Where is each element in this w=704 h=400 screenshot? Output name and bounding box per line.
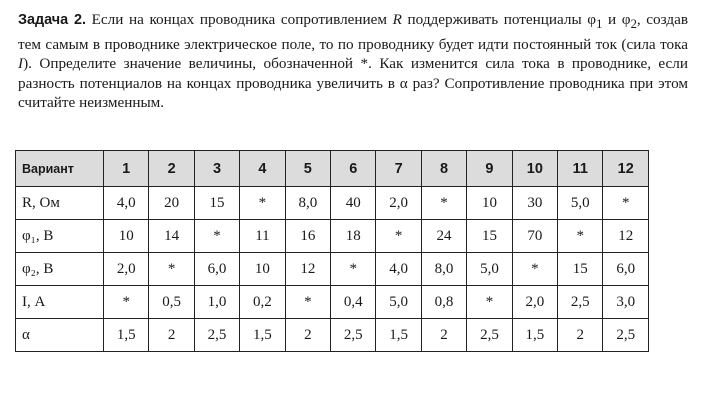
variant-number: 7 — [376, 151, 421, 187]
symbol-r: R — [392, 11, 402, 28]
subscript-2: 2 — [630, 17, 637, 32]
table-cell: 1,5 — [376, 319, 421, 352]
table-cell: 2,0 — [376, 187, 421, 220]
table-cell: 5,0 — [558, 187, 603, 220]
task-text-part: Если на концах проводника сопротивлением — [85, 11, 393, 28]
table-header-row — [16, 151, 649, 187]
task-text — [18, 10, 688, 113]
table-cell: 2,0 — [512, 286, 557, 319]
table-cell: 8,0 — [421, 253, 466, 286]
table-cell: 30 — [512, 187, 557, 220]
table-cell: 70 — [512, 220, 557, 253]
row-label: R, Ом — [16, 187, 104, 220]
task-text-part: и φ — [602, 11, 631, 28]
table-cell: 10 — [467, 187, 512, 220]
table-cell: 18 — [331, 220, 376, 253]
table-cell: 2,5 — [331, 319, 376, 352]
table-cell: 15 — [194, 187, 239, 220]
variant-number: 11 — [558, 151, 603, 187]
task-heading: Задача 2. — [18, 12, 86, 28]
table-cell: * — [149, 253, 194, 286]
subscript-1: 1 — [596, 17, 603, 32]
table-cell: 12 — [603, 220, 649, 253]
table-cell: 12 — [285, 253, 330, 286]
row-label: φ₂, В — [16, 253, 104, 286]
table-cell: * — [558, 220, 603, 253]
table-cell: 1,5 — [240, 319, 285, 352]
variant-number: 8 — [421, 151, 466, 187]
table-cell: 14 — [149, 220, 194, 253]
table-row — [16, 286, 649, 319]
table-cell: * — [603, 187, 649, 220]
table-cell: 2,5 — [603, 319, 649, 352]
table-cell: 2,0 — [104, 253, 149, 286]
task-text-part: , создав тем самым в проводнике электрическое поле, то по проводнику будет идти постоянный ток (сила тока — [18, 11, 689, 53]
table-cell: 15 — [467, 220, 512, 253]
table-cell: 1,5 — [512, 319, 557, 352]
table-cell: 0,5 — [149, 286, 194, 319]
header-label: Вариант — [16, 151, 104, 187]
table-cell: 16 — [285, 220, 330, 253]
variants-table — [15, 150, 649, 352]
table-cell: 6,0 — [603, 253, 649, 286]
table-cell: 10 — [104, 220, 149, 253]
table-cell: 0,2 — [240, 286, 285, 319]
table-row — [16, 187, 649, 220]
variant-number: 12 — [603, 151, 649, 187]
table-body — [16, 151, 649, 352]
table-cell: * — [467, 286, 512, 319]
table-row — [16, 220, 649, 253]
variant-number: 3 — [194, 151, 239, 187]
table-cell: 2 — [558, 319, 603, 352]
table-cell: 2,5 — [467, 319, 512, 352]
symbol-i: I — [18, 55, 24, 73]
table-cell: 40 — [331, 187, 376, 220]
variant-number: 5 — [285, 151, 330, 187]
task-text-part: поддерживать потенциалы φ — [401, 11, 597, 28]
table-cell: 1,5 — [104, 319, 149, 352]
table-cell: 11 — [240, 220, 285, 253]
table-cell: 2 — [285, 319, 330, 352]
row-label: I, А — [16, 286, 104, 319]
table-cell: * — [194, 220, 239, 253]
table-cell: 3,0 — [603, 286, 649, 319]
table-cell: 15 — [558, 253, 603, 286]
table-cell: 8,0 — [285, 187, 330, 220]
table-row — [16, 253, 649, 286]
table-row — [16, 319, 649, 352]
table-cell: * — [421, 187, 466, 220]
table-cell: 2,5 — [558, 286, 603, 319]
table-cell: 4,0 — [376, 253, 421, 286]
table-cell: 6,0 — [194, 253, 239, 286]
table-cell: * — [512, 253, 557, 286]
table-cell: 5,0 — [376, 286, 421, 319]
table-cell: * — [285, 286, 330, 319]
table-cell: 0,4 — [331, 286, 376, 319]
table-cell: 2 — [421, 319, 466, 352]
table-cell: 5,0 — [467, 253, 512, 286]
task-text-part: ). Определите значение величины, обозначенной *. Как изменится сила тока в проводнике, если разность потенциалов на концах проводника увеличить в α раз? Сопротивление проводника при этом считайте неизменным. — [18, 55, 688, 112]
row-label: α — [16, 319, 104, 352]
table-cell: 4,0 — [104, 187, 149, 220]
table-cell: * — [376, 220, 421, 253]
variant-number: 2 — [149, 151, 194, 187]
variant-number: 1 — [104, 151, 149, 187]
table-cell: * — [104, 286, 149, 319]
variant-number: 9 — [467, 151, 512, 187]
variant-number: 6 — [331, 151, 376, 187]
variant-number: 4 — [240, 151, 285, 187]
table-cell: 1,0 — [194, 286, 239, 319]
variant-number: 10 — [512, 151, 557, 187]
table-cell: 20 — [149, 187, 194, 220]
table-cell: 10 — [240, 253, 285, 286]
table-cell: 0,8 — [421, 286, 466, 319]
table-cell: 2,5 — [194, 319, 239, 352]
table-cell: * — [240, 187, 285, 220]
table-cell: * — [331, 253, 376, 286]
table-cell: 24 — [421, 220, 466, 253]
table-cell: 2 — [149, 319, 194, 352]
row-label: φ₁, В — [16, 220, 104, 253]
